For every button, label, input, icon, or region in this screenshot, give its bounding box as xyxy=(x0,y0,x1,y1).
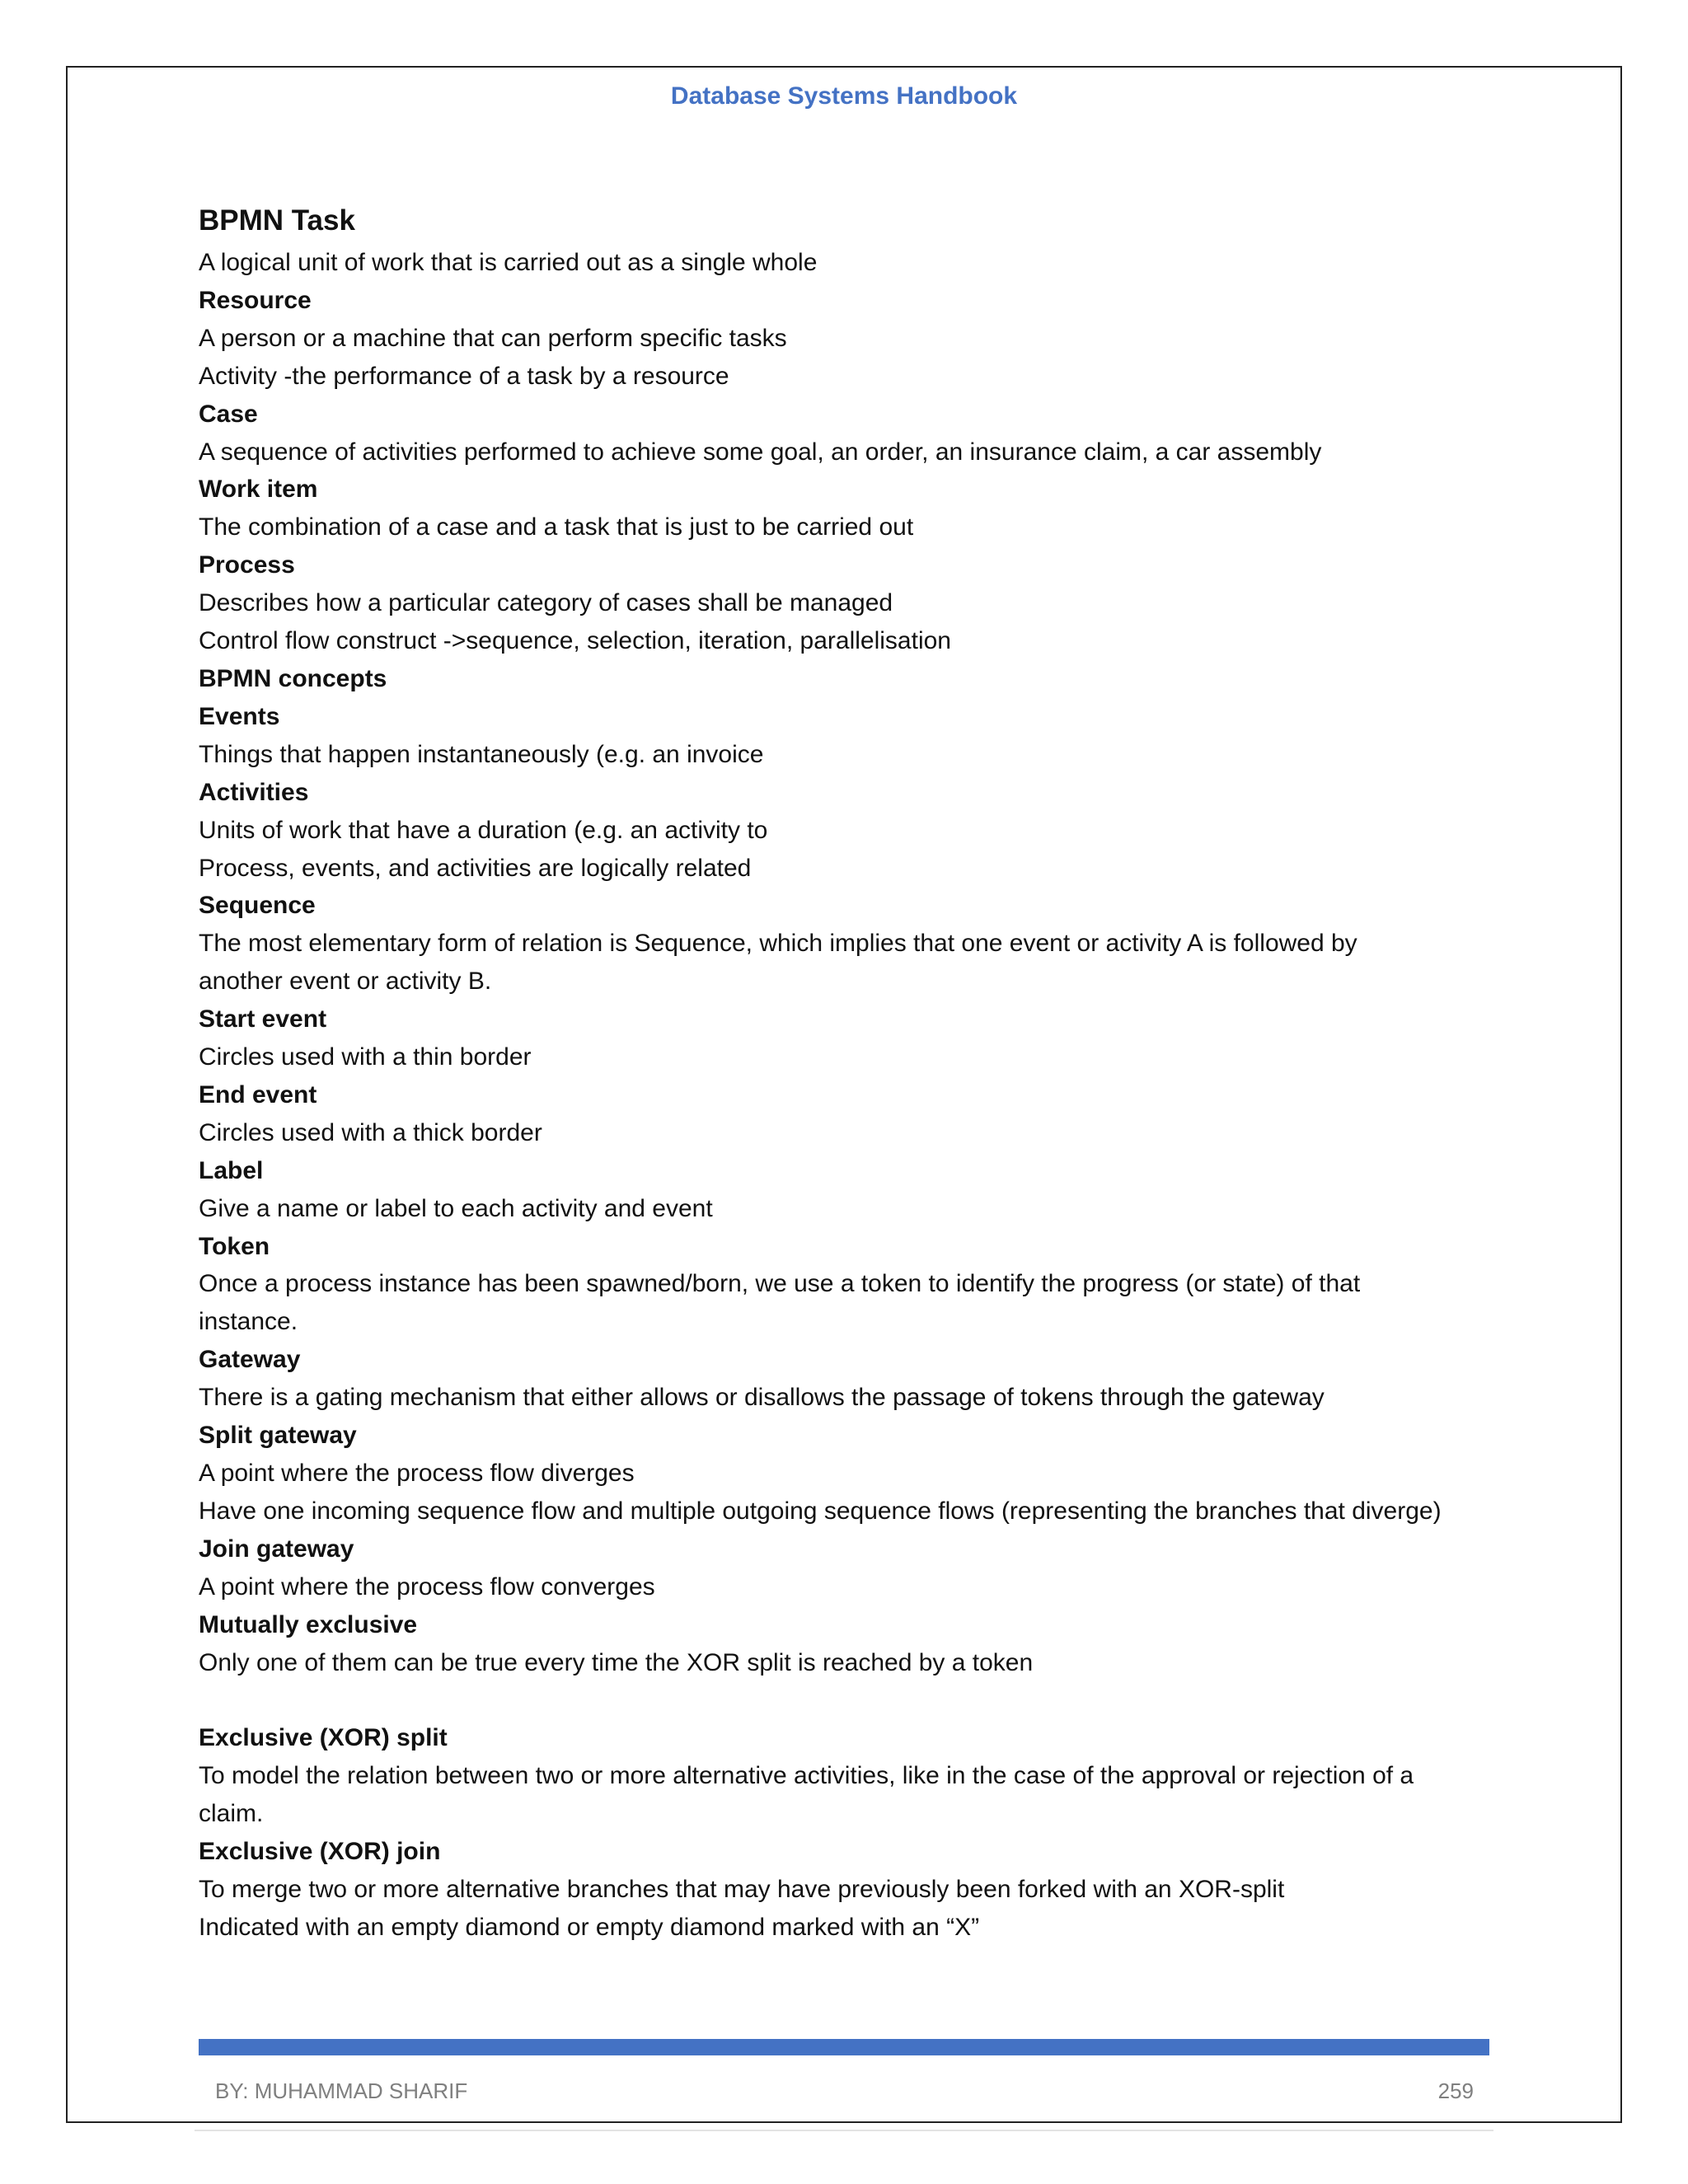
term-heading: Case xyxy=(199,400,258,428)
page-number: 259 xyxy=(1437,2079,1474,2103)
text-lines xyxy=(199,244,1501,1947)
term-heading: Work item xyxy=(199,476,318,504)
term-heading: End event xyxy=(199,1080,317,1108)
term-heading: Gateway xyxy=(199,1346,301,1374)
definition-text: claim. xyxy=(199,1800,264,1828)
definition-text: Have one incoming sequence flow and multiple outgoing sequence flows (representing the branches that diverge) xyxy=(199,1497,1442,1525)
definition-text: Process, events, and activities are logically related xyxy=(199,854,752,882)
definition-text: A person or a machine that can perform specific tasks xyxy=(199,324,787,352)
running-header: Database Systems Handbook xyxy=(670,82,1018,110)
definition-text: Indicated with an empty diamond or empty diamond marked with an “X” xyxy=(199,1913,980,1941)
term-heading: Join gateway xyxy=(199,1535,354,1563)
definition-text: Control flow construct ->sequence, selection, iteration, parallelisation xyxy=(199,627,951,655)
definition-text: To merge two or more alternative branches that may have previously been forked with an XOR-split xyxy=(199,1875,1285,1903)
footer-accent-bar xyxy=(199,2039,1489,2055)
definition-text: The combination of a case and a task that is just to be carried out xyxy=(199,513,914,541)
definition-text: instance. xyxy=(199,1308,298,1336)
definition-text: Circles used with a thin border xyxy=(199,1043,532,1071)
term-heading: Exclusive (XOR) split xyxy=(199,1724,448,1752)
definition-text: Describes how a particular category of cases shall be managed xyxy=(199,589,893,617)
term-heading: Resource xyxy=(199,286,312,314)
term-heading: Mutually exclusive xyxy=(199,1610,418,1638)
definition-text: A point where the process flow converges xyxy=(199,1572,655,1601)
bottom-rule xyxy=(195,2130,1493,2131)
term-heading: Events xyxy=(199,702,280,730)
definition-text: another event or activity B. xyxy=(199,968,492,996)
definition-text: Units of work that have a duration (e.g. an activity to xyxy=(199,816,768,844)
definition-text: Things that happen instantaneously (e.g. an invoice xyxy=(199,740,764,768)
term-heading: Token xyxy=(199,1232,270,1260)
term-heading: Exclusive (XOR) join xyxy=(199,1838,441,1866)
term-heading: Activities xyxy=(199,778,309,806)
blank-line xyxy=(199,1681,1501,1719)
definition-text: The most elementary form of relation is Sequence, which implies that one event or activity A is followed by xyxy=(199,930,1357,958)
term-heading: Process xyxy=(199,551,295,579)
definition-text: A logical unit of work that is carried out as a single whole xyxy=(199,249,818,276)
definition-text: A point where the process flow diverges xyxy=(199,1460,635,1487)
definition-text: To model the relation between two or more alternative activities, like in the case of the approval or rejection of a xyxy=(199,1762,1414,1790)
definition-text: Once a process instance has been spawned/born, we use a token to identify the progress (or state) of that xyxy=(199,1270,1361,1298)
section-title: BPMN Task xyxy=(199,204,355,237)
term-heading: Split gateway xyxy=(199,1422,357,1450)
definition-text: Activity -the performance of a task by a resource xyxy=(199,362,729,390)
definition-text: Give a name or label to each activity and event xyxy=(199,1194,713,1222)
term-heading: BPMN concepts xyxy=(199,664,387,692)
definition-text: A sequence of activities performed to achieve some goal, an order, an insurance claim, a car assembly xyxy=(199,438,1322,466)
footer-author: BY: MUHAMMAD SHARIF xyxy=(215,2079,468,2103)
definition-text: Circles used with a thick border xyxy=(199,1118,542,1146)
term-heading: Label xyxy=(199,1156,264,1184)
term-heading: Start event xyxy=(199,1005,327,1033)
definition-text: There is a gating mechanism that either allows or disallows the passage of tokens through the gateway xyxy=(199,1384,1325,1412)
term-heading: Sequence xyxy=(199,892,316,920)
definition-text: Only one of them can be true every time the XOR split is reached by a token xyxy=(199,1648,1034,1676)
page-content xyxy=(199,199,1501,1947)
